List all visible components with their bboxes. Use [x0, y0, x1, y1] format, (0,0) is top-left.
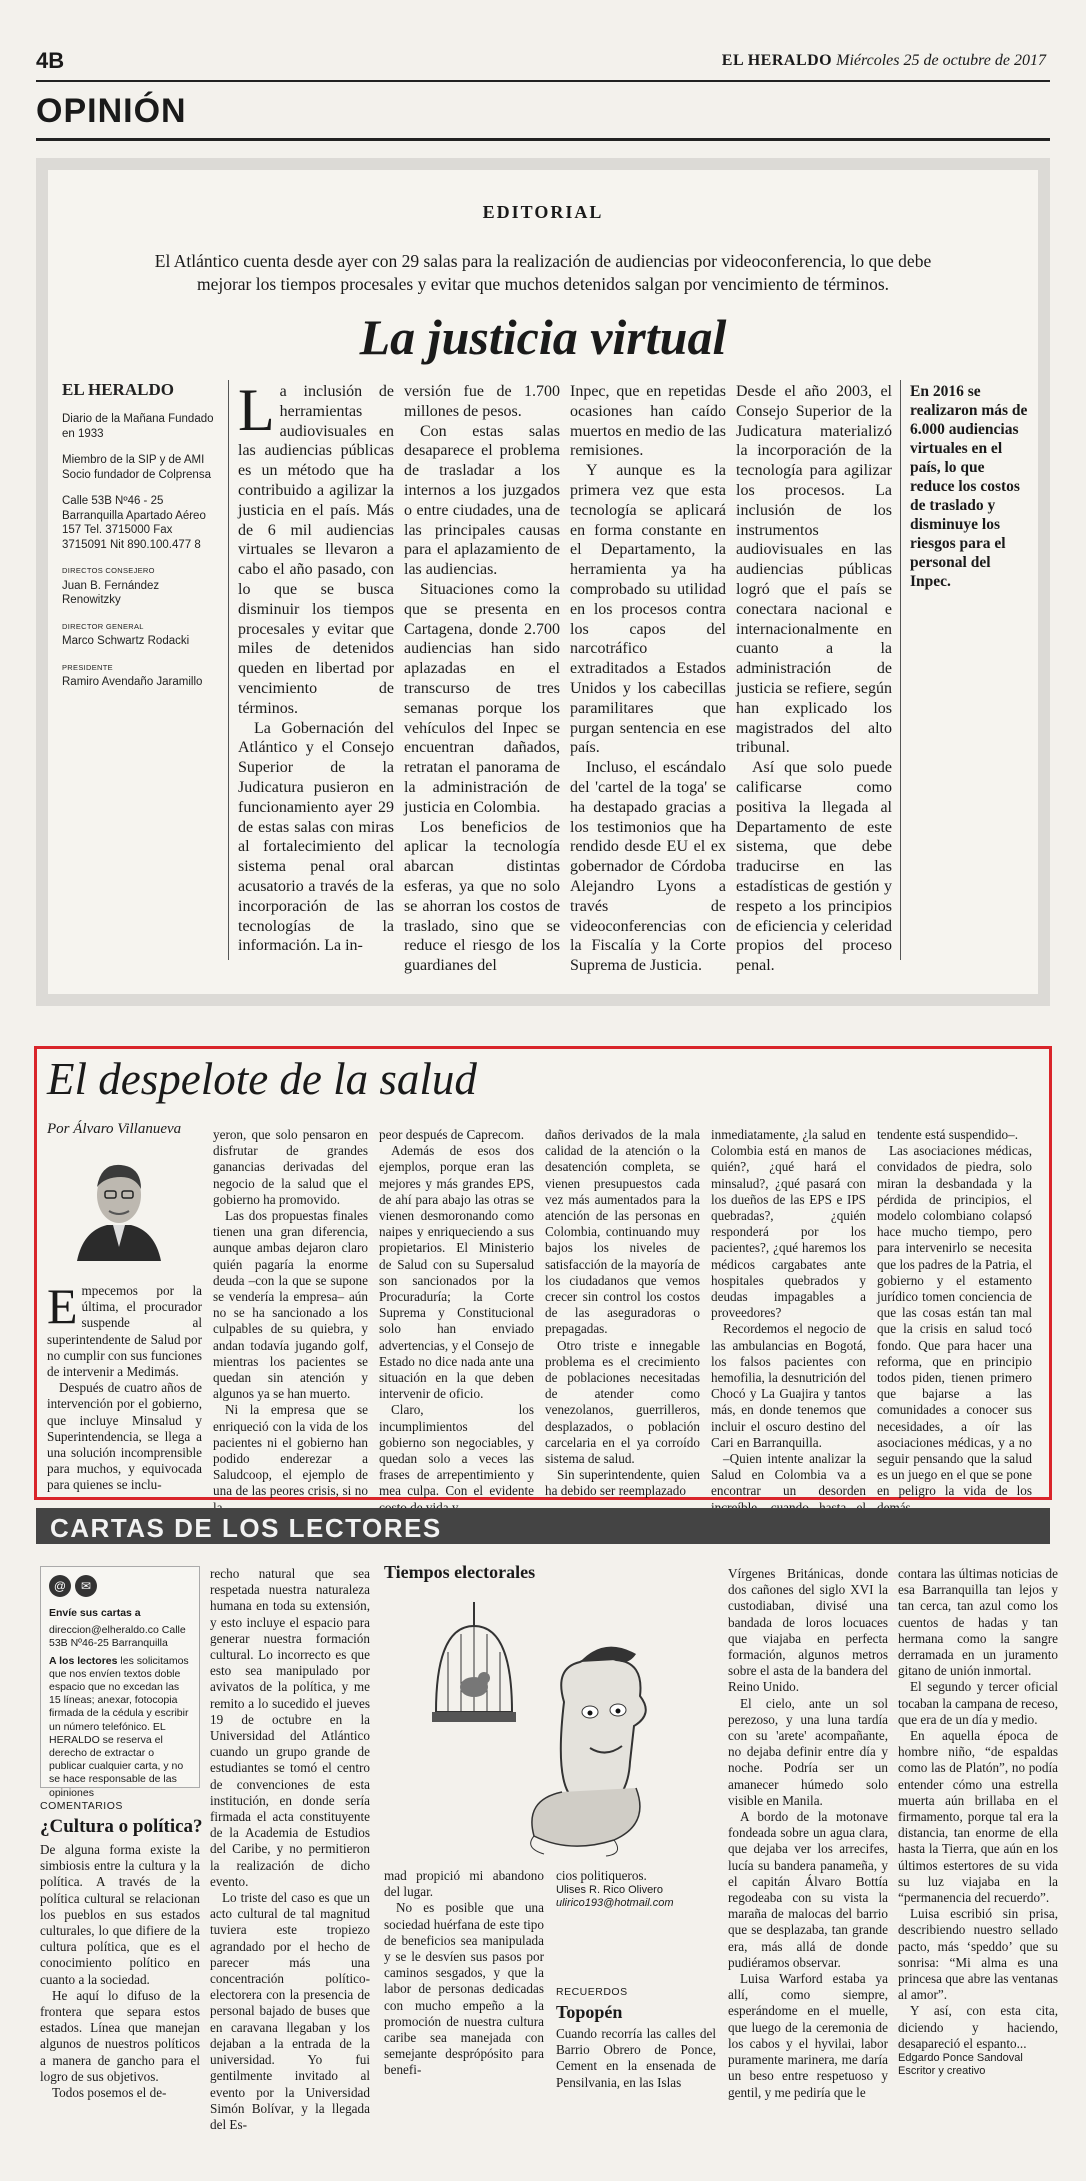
editorial-masthead — [62, 380, 217, 702]
masthead-person: Juan B. Fernández Renowitzky — [62, 579, 160, 606]
page-masthead — [722, 52, 1046, 70]
column-headline: El despelote de la salud — [47, 1054, 477, 1104]
letter-signature-role: Escritor y creativo — [898, 2065, 986, 2078]
column-paragraph: Además de esos dos ejemplos, porque eran las mejores y más grandes EPS, de ahí para abajo las otras se vienen desmoronando como naipes y enriqueciendo a sus propietarios. El Ministerio de Salud con su Supersalud son sancionados por la Procuraduría; la Corte Suprema y Constitucional solo han enviado advertencias, y el Consejo de Estado no dice nada ante una situación en la que deben intervenir de oficio. — [379, 1143, 534, 1402]
editorial-paragraph: Con estas salas desaparece el problema de trasladar a los internos a los juzgados o entre ciudades, una de las principales causas para el aplazamiento de las audiencias. — [404, 422, 560, 579]
letter-text — [556, 1868, 716, 1978]
column-paragraph: Empecemos por la última, el procurador suspende al superintendente de Salud por no cumplir con sus funciones de intervenir a Medimás. — [47, 1278, 202, 1380]
drop-cap: L — [238, 377, 275, 443]
masthead-role: DIRECTOS CONSEJERO — [62, 566, 155, 575]
editorial-pullquote: En 2016 se realizaron más de 6.000 audiencias virtuales en el país, lo que reduce los costos de traslado y disminuye los riesgos para el personal del Inpec. — [910, 383, 1028, 590]
editorial-paragraph: Inpec, que en repetidas ocasiones han caído muertos en medio de las remisiones. — [570, 383, 726, 460]
masthead-memberships: Miembro de la SIP y de AMI Socio fundador de Colprensa — [62, 454, 211, 481]
column-paragraph: peor después de Caprecom. — [379, 1127, 525, 1142]
letter-paragraph: recho natural que sea respetada nuestra naturaleza humana en toda su extensión, y esto incluye el espacio para generar nuestra formación cultural. Lo incorrecto es que esto sea manipulado por avivatos de la política, y me remito a lo sucedido el jueves 19 de octubre en la Universidad del Atlántico cuando un grupo grande de estudiantes se tomó el centro de convenciones de esta institución, en donde sería firmada el acta constituyente de la Academia de Estudios del Caribe, y no permitieron la realización de dicho evento. — [210, 1566, 370, 1889]
column-paragraph: Después de cuatro años de intervención por el gobierno, que incluye Minsalud y Superintendencia, se llega a una solución incomprensible para muchos, y equivocada para quienes se inclu- — [47, 1380, 202, 1493]
letter-paragraph: Luisa Warford estaba ya allí, como siempre, esperándome en el muelle, que luego de la ceremonia de los cabos y el hyvilai, labor puramente marinera, me daría un beso entre respetuoso y gentil, y me pediría que le — [728, 1971, 888, 2100]
contact-icons — [49, 1575, 191, 1597]
author-photo — [69, 1149, 169, 1261]
editorial-paragraph: La Gobernación del Atlántico y el Consejo Superior de la Judicatura pusieron en funcionamiento ayer 29 de estas salas con miras al fortalecimiento del sistema penal oral acusatorio a través de la incorporación de las tecnologías de la información. La in- — [238, 719, 394, 955]
column-text — [379, 1127, 534, 1516]
letters-info-box — [40, 1566, 200, 1799]
column-paragraph: Ni la empresa que se enriqueció con la vida de los pacientes ni el gobierno han podido enderezar a Saludcoop, el ejemplo de una de las peores crisis, si no — [213, 1402, 368, 1499]
column-text — [47, 1278, 202, 1494]
column-paragraph: –Quien intente analizar la Salud en Colombia va a encontrar un desorden — [711, 1451, 866, 1499]
letter-signature: Edgardo Ponce Sandoval — [898, 2052, 1023, 2065]
letters-banner-title: CARTAS DE LOS LECTORES — [50, 1513, 442, 1543]
masthead-person: Ramiro Avendaño Jaramillo — [62, 676, 203, 688]
cartoon-title: Tiempos electorales — [384, 1562, 536, 1582]
column-text — [545, 1127, 700, 1500]
letter-paragraph: Cuando recorría las calles del Barrio Obrero de Ponce, Cement en la ensenada de Pensilvania, en las Islas — [556, 2026, 716, 2090]
letter-text — [384, 1868, 544, 2079]
letters-banner — [36, 1508, 1050, 1544]
editorial-paragraph: Así que solo puede calificarse como positiva la llegada al Departamento de este sistema, que debe traducirse en las estadísticas de gestión y respeto a los principios de eficiencia y celeridad propios del proceso penal. — [736, 759, 892, 975]
editorial-paragraph: Incluso, el escándalo del 'cartel de la toga' se ha destapado gracias a los testimonios que ha rendido desde EU el ex gobernador de Córdoba Alejandro Lyons a través de videoconferencias con la Fiscalía y la Corte Suprema de Justicia. — [570, 759, 726, 975]
letters-note-title: A los lectores — [49, 1654, 118, 1667]
section-rule — [36, 138, 1050, 141]
masthead-person: Marco Schwartz Rodacki — [62, 635, 190, 647]
column-text — [877, 1127, 1032, 1516]
masthead-name: EL HERALDO — [62, 380, 174, 399]
column-divider — [228, 380, 229, 960]
letter-text — [898, 1566, 1058, 2078]
letters-address: direccion@elheraldo.co Calle 53B Nº46-25 Barranquilla — [49, 1624, 186, 1650]
letters-kicker: COMENTARIOS — [40, 1800, 123, 1812]
issue-date: Miércoles 25 de octubre de 2017 — [836, 52, 1046, 69]
column-divider — [900, 380, 901, 960]
letter-paragraph: Y así, con esta cita, diciendo y haciendo, desapareció el espanto... — [898, 2003, 1058, 2051]
editorial-paragraph: versión fue de 1.700 millones de pesos. — [404, 383, 560, 420]
editorial-paragraph: La inclusión de herramientas audiovisuales en las audiencias públicas es un método que ha contribuido a agilizar la justicia en el país. Más de 6 mil audiencias virtuales se llevaron a cabo el año pasado, con lo que se busca disminuir los tiempos procesales y evitar que miles de detenidos queden en libertad por vencimiento de términos. — [238, 377, 394, 717]
editorial-column — [404, 382, 560, 976]
masthead-address: Calle 53B Nº46 - 25 Barranquilla Apartado Aéreo 157 Tel. 3715000 Fax 3715091 Nit 890.100.477 8 — [62, 495, 206, 551]
editorial-headline: La justicia virtual — [359, 309, 727, 365]
column-text — [213, 1127, 368, 1516]
editorial-dek: El Atlántico cuenta desde ayer con 29 salas para la realización de audiencias por videoconferencia, lo que debe mejorar los tiempos procesales y evitar que muchos detenidos salgan por vencimiento de términos. — [154, 251, 932, 294]
column-paragraph: Sin superintendente, quien ha debido ser reemplazado — [545, 1467, 700, 1499]
letter-paragraph: contara las últimas noticias de esa Barranquilla tan lejos y tan cerca, tan azul como los cuentos de hadas y tan hermana como la sangre derramada en un juramento gitano de unión inmortal. — [898, 1566, 1058, 1679]
column-text — [711, 1127, 866, 1532]
drop-cap: E — [47, 1278, 78, 1334]
column-paragraph: Recordemos el negocio de las ambulancias en Bogotá, los falsos pacientes con hemofilia, la desnutrición del Chocó y La Guajira y tantos más, en donde tenemos que incluir el oscuro destino del Cari en Barranquilla. — [711, 1321, 866, 1450]
column-paragraph: tendente está suspendido–. — [877, 1127, 1018, 1142]
letters-kicker: RECUERDOS — [556, 1986, 628, 1998]
letter-signature: Ulises R. Rico Olivero — [556, 1884, 663, 1897]
editorial-column — [238, 377, 394, 956]
letter-text — [728, 1566, 888, 2101]
column-byline: Por Álvaro Villanueva — [47, 1121, 182, 1137]
masthead-role: DIRECTOR GENERAL — [62, 621, 144, 631]
letter-text — [556, 2026, 716, 2091]
letter-paragraph: He aquí lo difuso de la frontera que separa estos estados. Línea que manejan algunos de nuestros políticos a manera de gancho para el logro de sus objetivos. — [40, 1987, 200, 2084]
column-paragraph: Claro, los incumplimientos del gobierno son negociables, y quedan solo a veces las frases de arrepentimiento y mea culpa. Con el evidente — [379, 1402, 534, 1499]
editorial-column — [736, 382, 892, 976]
editorial-box — [36, 158, 1050, 1006]
editorial-paragraph: Desde el año 2003, el Consejo Superior de la Judicatura materializó la incorporación de la tecnología para agilizar los procesos. La inclusión de los instrumentos audiovisuales en las audiencias públicas logró que el país se conectara nacional e internacionalmente en cuanto a la administración de justicia se refiere, según han explicado los magistrados del alto tribunal. — [736, 383, 892, 757]
letter-title: ¿Cultura o política? — [40, 1816, 203, 1837]
letter-text — [40, 1842, 200, 2172]
editorial-inner — [48, 170, 1038, 994]
letter-paragraph: cios politiqueros. — [556, 1868, 647, 1883]
column-paragraph: daños derivados de la mala calidad de la atención o la desatención completa, se vienen presupuestos cada vez más aumentados para la atención de las personas en Colombia, continuando muy bajos los niveles de satisfacción de la mayoría de los ciudadanos que vemos crecer sin control los costos de las aseguradoras o prepagadas. — [545, 1127, 700, 1337]
column-paragraph: inmediatamente, ¿la salud en Colombia está en manos de quién?, ¿qué hará el minsalud?, ¿qué pasará con los dueños de las EPS e IPS quebradas?, ¿quién responderá por los pacientes?, ¿qué haremos los médicos cargabates ante hospitales quebrados y deudas impagables a proveedores? — [711, 1127, 866, 1321]
electoral-cartoon-illustration — [384, 1592, 704, 1862]
letter-title: Topopén — [556, 2002, 623, 2022]
letter-text — [210, 1566, 370, 2133]
letter-email: ulirico193@hotmail.com — [556, 1897, 674, 1910]
top-rule — [36, 80, 1050, 82]
editorial-label: EDITORIAL — [482, 202, 604, 222]
editorial-paragraph: Y aunque es la primera vez que esta tecnología se aplicará en forma constante en el Departamento, la herramienta ya ha comprobado su utilidad en los procesos contra los capos del narcotráfico extraditados a Estados Unidos y los cabecillas paramilitares que purgan sentencia en ese país. — [570, 462, 726, 757]
letter-paragraph: mad propició mi abandono del lugar. — [384, 1868, 544, 1900]
paper-name: EL HERALDO — [721, 52, 833, 69]
letter-paragraph: Todos posemos el de- — [52, 2085, 167, 2101]
letter-paragraph: Vírgenes Británicas, donde dos cañones del siglo XVI la custodiaban, divisé una bandada de loros locuaces que viajaba en perfecta formación, algunos metros sobre el asta de la bandera del Reino Unido. — [728, 1566, 888, 1695]
section-title: OPINIÓN — [36, 92, 187, 130]
masthead-role: PRESIDENTE — [62, 662, 113, 672]
envelope-icon: ✉ — [75, 1575, 97, 1597]
column-paragraph: yeron, que solo pensaron en disfrutar de grandes ganancias derivadas del negocio de la salud que el gobierno ha promovido. — [213, 1127, 368, 1207]
letter-paragraph: El cielo, ante un sol perezoso, y una luna tardía con su 'arete' acompañante, no dejaba definir entre día y noche. Podría ser un amanecer húmedo solo visible en Manila. — [728, 1695, 888, 1808]
letter-paragraph: Luisa escribió sin prisa, describiendo nuestro sellado pacto, más ‘speddo’ que su sonrisa: “Mi alma es una princesa que abre las ventanas al amor”. — [898, 1906, 1058, 2003]
editorial-paragraph: Los beneficios de aplicar la tecnología abarcan distintas esferas, ya que no solo se ahorran los costos de traslado, sino que se reduce el riesgo de los guardianes del — [404, 818, 560, 975]
column-paragraph: Las dos propuestas finales tienen una gran diferencia, aunque ambas dejaron claro quién pagaría la enorme deuda –con la que se supone se vendería la empresa– aún no se ha sancionado a los culpables de su quiebra, y andan todavía jugando golf, mientras los pacientes se quedan sin atención y algunos ya se han muerto. — [213, 1208, 368, 1402]
masthead-founding: Diario de la Mañana Fundado en 1933 — [62, 413, 214, 440]
letter-paragraph: El segundo y tercer oficial tocaban la campana de receso, que era de un día y medio. — [898, 1679, 1058, 1727]
page-number: 4B — [36, 48, 65, 73]
column-paragraph: Otro triste e innegable problema es el crecimiento de poblaciones necesitadas de atender como venezolanos, guerrilleros, desplazados, o población carcelaria en el ya corroído sistema de salud. — [545, 1337, 700, 1467]
letters-note: les solicitamos que nos envíen textos doble espacio que no excedan las 15 líneas; anexar, fotocopia firmada de la cédula y escribir un número telefónico. EL HERALDO se reserva el derecho de extractar o publicar cualquier carta, y no se hace responsable de las opiniones — [49, 1654, 189, 1799]
letter-paragraph: En aquella época de hombre niño, “de espaldas como las de Platón”, no podía entender cómo una estrella muerta aún brillaba en el firmamento, porque tal era la distancia, tan enorme de ella hasta la Tierra, que aún en los últimos estertores de su vida su luz viajaba en la “permanencia del recuerdo”. — [898, 1728, 1058, 1906]
letter-paragraph: Lo triste del caso es que un acto cultural de tal magnitud tuviera este tropiezo agrandado por el hecho de parecer más una concentración político-electorera con la presencia de personal bajado de buses que en caravana llegaban y los dejaban a la entrada de la universidad. Yo fui gentilmente invitado al evento por la Universidad Simón Bolívar, y la llegada del Es- — [210, 1890, 370, 2132]
at-icon: @ — [49, 1575, 71, 1597]
letters-info-title: Envíe sus cartas a — [49, 1607, 141, 1619]
opinion-column-box — [34, 1046, 1052, 1500]
letter-paragraph: De alguna forma existe la simbiosis entre la cultura y la política. A través de la política cultural se relacionan los pueblos en sus estados culturales, lo que difiere de la cultura política, que es el conocimiento político en cuanto a la sociedad. — [40, 1842, 200, 1987]
editorial-paragraph: Situaciones como la que se presenta en Cartagena, donde 2.700 audiencias han sido aplazadas en el transcurso de tres semanas porque los vehículos del Inpec se encuentran dañados, retratan el panorama de la administración de justicia en Colombia. — [404, 580, 560, 816]
letter-paragraph: A bordo de la motonave fondeada sobre un agua clara, que dejaba ver los arrecifes, lucía su bandera panameña, y el capitán Álvaro Bottía regodeaba con su vista la maraña de malocas del barrio que se desplazaba, tan grande era, más allá de donde pudiéramos observar. — [728, 1809, 888, 1970]
letter-paragraph: No es posible que una sociedad huérfana de este tipo de beneficios sea manipulada y se le desvíen sus pasos por caminos sesgados, y que la labor de personas dedicadas con mucho empeño a la promoción de nuestra cultura caribe sea manejada con semejante desprópósito para benefi- — [384, 1900, 544, 2078]
editorial-column — [570, 382, 726, 976]
column-paragraph: Las asociaciones médicas, convidados de piedra, solo miran la desbandada y la pérdida de principios, el modelo colombiano colapsó hace mucho tiempo, pero para intervenirlo se necesita que los padres de la Patria, el gobierno y el estamento jurídico tomen conciencia de que las cosas están tan mal que la crisis en salud tocó fondo. Que para hacer una reforma, que en principio todos piden, tienen primero que bajarse a las comunidades a conocer sus necesidades, a oír las asociaciones médicas, y a no seguir pensando que la salud es un juego en el que se pone en peligro la vida de los — [877, 1143, 1032, 1499]
